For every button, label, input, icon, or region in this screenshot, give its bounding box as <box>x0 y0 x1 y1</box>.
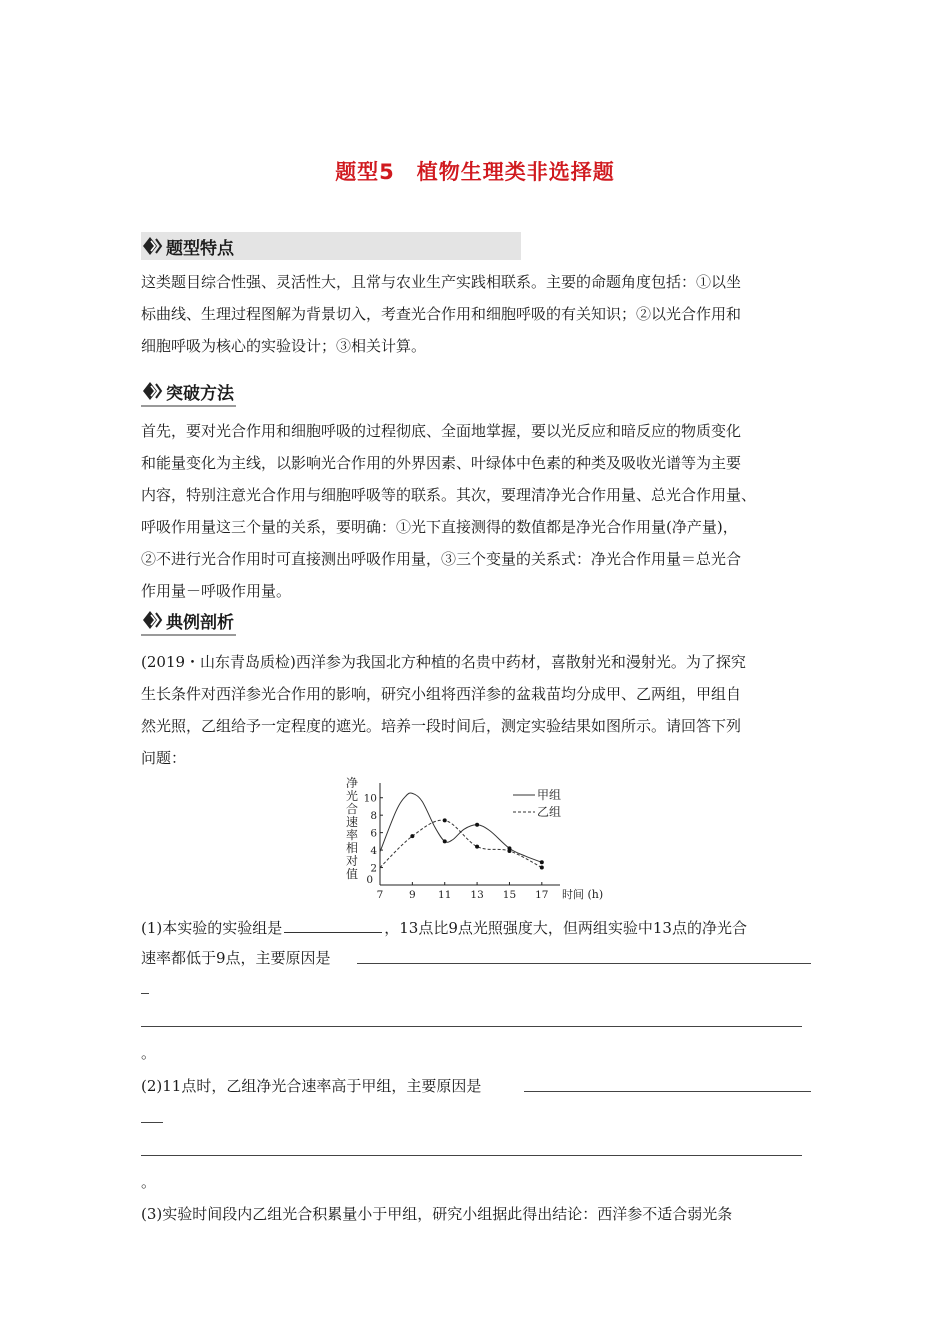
x-tick-label: 13 <box>470 889 484 901</box>
y-tick-label: 10 <box>363 792 377 805</box>
y-axis-label-char: 值 <box>345 867 359 881</box>
answer-line[interactable] <box>357 963 811 964</box>
series-line-jia <box>380 793 542 862</box>
y-tick-label: 0 <box>366 874 373 886</box>
y-axis-label-char: 光 <box>345 789 359 803</box>
question-1-end: 。 <box>141 1044 157 1062</box>
diamond-pen-icon <box>141 609 163 631</box>
legend-label: 乙组 <box>537 805 562 819</box>
x-tick-label: 11 <box>438 889 452 901</box>
y-tick-label: 4 <box>370 845 377 858</box>
y-tick-label: 8 <box>370 810 377 823</box>
text-line: 首先，要对光合作用和细胞呼吸的过程彻底、全面地掌握，要以光反应和暗反应的物质变化 <box>141 422 742 440</box>
y-axis-label-char: 率 <box>345 828 359 842</box>
y-axis-label-char: 净 <box>345 776 359 790</box>
text-line: 和能量变化为主线，以影响光合作用的外界因素、叶绿体中色素的种类及吸收光谱等为主要 <box>141 454 742 472</box>
question-text: (2)11点时，乙组净光合速率高于甲组，主要原因是 <box>141 1077 482 1095</box>
page-title: 题型5 植物生理类非选择题 <box>335 160 615 184</box>
section-heading-methods <box>141 377 236 407</box>
y-axis-label-char: 相 <box>345 841 359 855</box>
section-heading-example <box>141 606 236 636</box>
text-line: ②不进行光合作用时可直接测出呼吸作用量，③三个变量的关系式：净光合作用量＝总光合 <box>141 550 742 568</box>
answer-blank[interactable] <box>284 916 382 933</box>
data-point <box>540 860 544 864</box>
y-axis-label-char: 速 <box>345 815 359 829</box>
question-2-end: 。 <box>141 1173 157 1191</box>
text-line: 作用量－呼吸作用量。 <box>141 582 292 600</box>
section-heading-text: 典例剖析 <box>166 612 234 633</box>
x-tick-label: 7 <box>376 889 384 901</box>
data-point <box>410 834 414 838</box>
x-tick-label: 9 <box>409 889 416 901</box>
legend-label: 甲组 <box>537 788 562 802</box>
section-heading-text: 突破方法 <box>166 383 234 404</box>
text-line: 这类题目综合性强、灵活性大，且常与农业生产实践相联系。主要的命题角度包括：①以坐 <box>141 273 742 291</box>
x-tick-label: 17 <box>535 889 549 901</box>
data-point <box>443 818 447 822</box>
text-line: 然光照，乙组给予一定程度的遮光。培养一段时间后，测定实验结果如图所示。请回答下列 <box>141 717 742 735</box>
answer-line[interactable] <box>141 993 149 994</box>
answer-line[interactable] <box>141 1122 163 1123</box>
y-axis-label-char: 合 <box>345 802 359 816</box>
x-axis-label: 时间 (h) <box>562 888 604 901</box>
text-line: 细胞呼吸为核心的实验设计；③相关计算。 <box>141 337 427 355</box>
question-text: ，13点比9点光照强度大，但两组实验中13点的净光合 <box>384 919 747 937</box>
section-heading-text: 题型特点 <box>166 238 234 259</box>
text-line: 内容，特别注意光合作用与细胞呼吸等的联系。其次，要理清净光合作用量、总光合作用量、 <box>141 486 757 504</box>
text-line: 标曲线、生理过程图解为背景切入，考查光合作用和细胞呼吸的有关知识；②以光合作用和 <box>141 305 742 323</box>
question-3-line-1 <box>141 1203 732 1224</box>
example-paragraph <box>141 646 813 774</box>
question-text: (3)实验时间段内乙组光合积累量小于甲组，研究小组据此得出结论：西洋参不适合弱光条 <box>141 1205 733 1223</box>
section-heading-features <box>141 232 521 260</box>
question-1-line-1 <box>141 916 747 938</box>
diamond-pen-icon <box>141 380 163 402</box>
text-line: 生长条件对西洋参光合作用的影响，研究小组将西洋参的盆栽苗均分成甲、乙两组，甲组自 <box>141 685 742 703</box>
methods-paragraph <box>141 415 813 607</box>
data-point <box>443 839 447 843</box>
y-axis-label-char: 对 <box>345 854 359 868</box>
data-point <box>475 823 479 827</box>
question-text: (1)本实验的实验组是 <box>141 919 283 937</box>
question-2-line-1 <box>141 1075 481 1096</box>
data-point <box>507 849 511 853</box>
y-tick-label: 2 <box>370 862 377 875</box>
series-line-yi <box>380 820 542 867</box>
text-line: (2019・山东青岛质检)西洋参为我国北方种植的名贵中药材，喜散射光和漫射光。为了探究 <box>141 653 746 671</box>
answer-line[interactable] <box>524 1091 811 1092</box>
y-tick-label: 6 <box>370 827 377 840</box>
text-line: 呼吸作用量这三个量的关系，要明确：①光下直接测得的数值都是净光合作用量(净产量)， <box>141 518 738 536</box>
text-line: 问题： <box>141 749 187 767</box>
question-text: 速率都低于9点，主要原因是 <box>141 949 331 967</box>
answer-line[interactable] <box>141 1155 802 1156</box>
data-point <box>475 845 479 849</box>
net-photosynthesis-chart <box>338 775 618 905</box>
answer-line[interactable] <box>141 1026 802 1027</box>
x-tick-label: 15 <box>502 889 517 901</box>
diamond-pen-icon <box>141 235 163 257</box>
features-paragraph <box>141 266 813 362</box>
question-1-line-2 <box>141 947 331 968</box>
data-point <box>540 866 544 870</box>
